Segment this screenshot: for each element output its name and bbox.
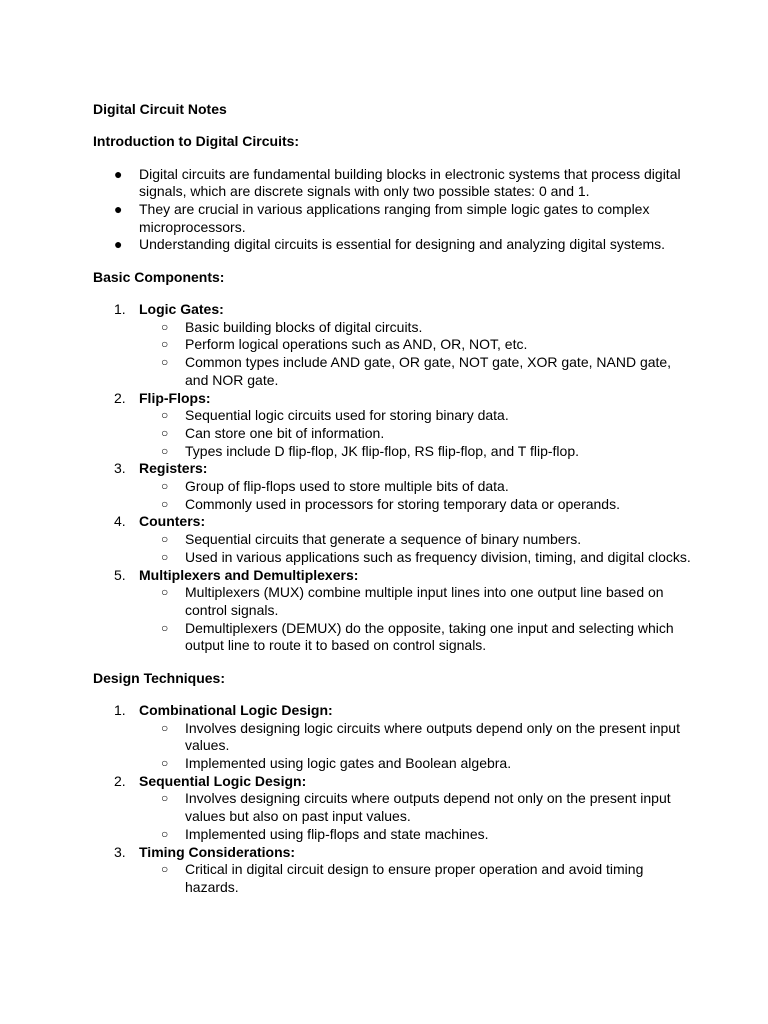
circle-bullet-icon: ○ <box>161 355 169 370</box>
item-title: Combinational Logic Design: <box>139 701 333 718</box>
sub-item <box>139 336 693 354</box>
sub-list <box>139 478 693 513</box>
design-item <box>93 702 693 773</box>
item-title: Multiplexers and Demultiplexers: <box>139 566 359 583</box>
bullet-text: They are crucial in various applications ranging from simple logic gates to complex microprocessors. <box>139 201 650 235</box>
circle-bullet-icon: ○ <box>161 720 169 735</box>
sub-item <box>139 720 693 755</box>
sub-item <box>139 478 693 496</box>
item-number: 2. <box>114 389 126 406</box>
component-item <box>93 390 693 461</box>
circle-bullet-icon: ○ <box>161 425 169 440</box>
circle-bullet-icon: ○ <box>161 620 169 635</box>
item-number: 4. <box>114 513 126 530</box>
sub-item <box>139 826 693 844</box>
component-item <box>93 460 693 513</box>
item-number: 1. <box>114 701 126 718</box>
circle-bullet-icon: ○ <box>161 443 169 458</box>
sub-item <box>139 407 693 425</box>
item-title: Logic Gates: <box>139 301 224 317</box>
intro-bullet-item <box>93 166 693 201</box>
sub-item <box>139 531 693 549</box>
circle-bullet-icon: ○ <box>161 496 169 511</box>
bullet-icon: ● <box>114 236 123 253</box>
item-number: 3. <box>114 843 126 860</box>
sub-item <box>139 861 693 896</box>
sub-item-text: Basic building blocks of digital circuits. <box>185 318 423 335</box>
design-item <box>93 844 693 897</box>
sub-item-text: Critical in digital circuit design to ensure proper operation and avoid timing hazards. <box>185 861 644 895</box>
circle-bullet-icon: ○ <box>161 791 169 806</box>
component-item <box>93 301 693 390</box>
circle-bullet-icon: ○ <box>161 549 169 564</box>
sub-list <box>139 319 693 390</box>
sub-item <box>139 549 693 567</box>
item-number: 3. <box>114 460 126 477</box>
item-title: Timing Considerations: <box>139 843 296 860</box>
sub-list <box>139 531 693 566</box>
bullet-text: Digital circuits are fundamental building blocks in electronic systems that process digital signals, which are discrete signals with only two possible states: 0 and 1. <box>139 165 681 200</box>
components-heading: Basic Components: <box>93 268 225 285</box>
circle-bullet-icon: ○ <box>161 479 169 494</box>
sub-list <box>139 790 693 843</box>
sub-item-text: Perform logical operations such as AND, OR, NOT, etc. <box>185 336 528 353</box>
sub-item-text: Implemented using flip-flops and state machines. <box>185 825 489 842</box>
circle-bullet-icon: ○ <box>161 585 169 600</box>
circle-bullet-icon: ○ <box>161 826 169 841</box>
item-number: 2. <box>114 772 126 789</box>
sub-item-text: Types include D flip-flop, JK flip-flop, RS flip-flop, and T flip-flop. <box>185 442 579 459</box>
circle-bullet-icon: ○ <box>161 532 169 547</box>
component-item <box>93 513 693 566</box>
sub-item-text: Sequential logic circuits used for storing binary data. <box>185 407 509 424</box>
item-title: Registers: <box>139 460 208 477</box>
sub-item-text: Used in various applications such as frequency division, timing, and digital clocks. <box>185 548 691 565</box>
circle-bullet-icon: ○ <box>161 862 169 877</box>
bullet-icon: ● <box>114 201 123 217</box>
document-title: Digital Circuit Notes <box>93 101 227 117</box>
sub-item-text: Involves designing logic circuits where outputs depend only on the present input values. <box>185 719 680 754</box>
item-number: 1. <box>114 301 126 317</box>
design-item <box>93 773 693 844</box>
sub-item <box>139 354 693 389</box>
sub-item <box>139 443 693 461</box>
sub-list <box>139 720 693 773</box>
item-number: 5. <box>114 566 126 583</box>
intro-bullet-item <box>93 236 693 254</box>
sub-item-text: Multiplexers (MUX) combine multiple input lines into one output line based on control signals. <box>185 584 664 618</box>
sub-list <box>139 584 693 655</box>
sub-list <box>139 407 693 460</box>
sub-item <box>139 584 693 619</box>
intro-bullet-list <box>93 166 693 255</box>
sub-item-text: Common types include AND gate, OR gate, NOT gate, XOR gate, NAND gate, and NOR gate. <box>185 354 672 388</box>
design-list <box>93 702 693 897</box>
item-title: Counters: <box>139 513 206 530</box>
intro-heading: Introduction to Digital Circuits: <box>93 133 300 150</box>
sub-item-text: Involves designing circuits where outputs depend not only on the present input values but also on past input values. <box>185 790 671 825</box>
document-page <box>93 101 693 911</box>
sub-item-text: Commonly used in processors for storing temporary data or operands. <box>185 495 620 512</box>
item-title: Flip-Flops: <box>139 389 211 406</box>
sub-item-text: Demultiplexers (DEMUX) do the opposite, taking one input and selecting which output line to route it to based on control signals. <box>185 619 674 654</box>
sub-item <box>139 790 693 825</box>
sub-item <box>139 620 693 655</box>
sub-item-text: Sequential circuits that generate a sequence of binary numbers. <box>185 531 582 548</box>
circle-bullet-icon: ○ <box>161 756 169 771</box>
sub-item-text: Can store one bit of information. <box>185 424 385 441</box>
circle-bullet-icon: ○ <box>161 408 169 423</box>
bullet-text: Understanding digital circuits is essential for designing and analyzing digital systems. <box>139 236 666 253</box>
component-item <box>93 567 693 656</box>
sub-item <box>139 425 693 443</box>
item-title: Sequential Logic Design: <box>139 772 307 789</box>
intro-bullet-item <box>93 201 693 236</box>
circle-bullet-icon: ○ <box>161 337 169 352</box>
sub-item <box>139 496 693 514</box>
bullet-icon: ● <box>114 165 123 182</box>
sub-item <box>139 319 693 337</box>
circle-bullet-icon: ○ <box>161 319 169 334</box>
sub-item <box>139 755 693 773</box>
sub-list <box>139 861 693 896</box>
sub-item-text: Group of flip-flops used to store multiple bits of data. <box>185 478 509 495</box>
sub-item-text: Implemented using logic gates and Boolean algebra. <box>185 755 512 772</box>
components-list <box>93 301 693 655</box>
design-heading: Design Techniques: <box>93 669 225 686</box>
